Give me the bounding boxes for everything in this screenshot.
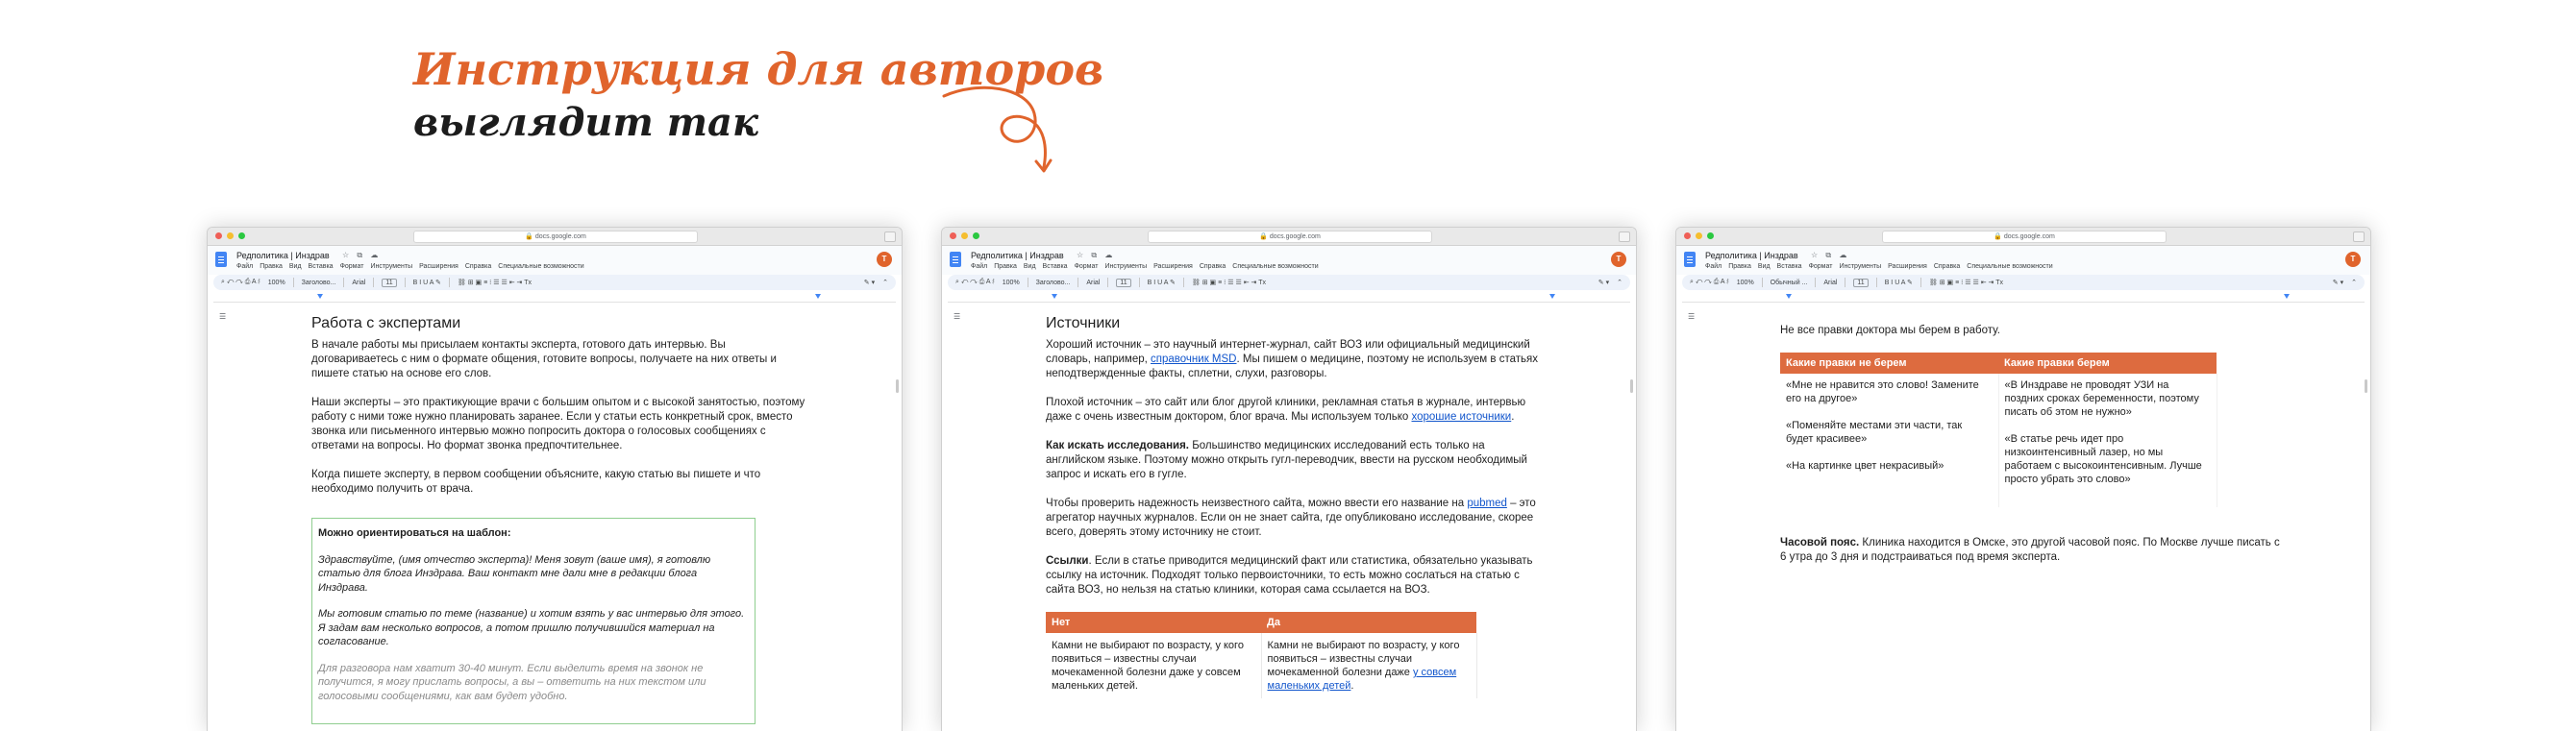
page-heading: Источники: [1046, 315, 1121, 331]
toolbar-action-icons[interactable]: ⌕ ↶ ↷ ⎙ A ⌇: [1690, 279, 1729, 285]
editing-mode-icon[interactable]: ✎ ▾: [863, 280, 876, 286]
pubmed-link[interactable]: pubmed: [1467, 498, 1507, 509]
accepted-edit-item: «В статье речь идет про низкоинтенсивный лазер, но мы работаем с высокоинтенсивным. Лучше просто убрать это слово»: [2004, 433, 2202, 485]
document-outline-icon[interactable]: ☰: [219, 312, 227, 321]
document-outline-icon[interactable]: ☰: [954, 312, 961, 321]
curved-arrow-icon: [940, 85, 1065, 181]
menu-item[interactable]: Правка: [1728, 263, 1751, 270]
accepted-edit-item: «В Инздраве не проводят УЗИ на поздних сроках беременности, поэтому писать об этом не нужно»: [2004, 379, 2199, 418]
menu-item[interactable]: Правка: [260, 263, 283, 270]
menu-item[interactable]: Файл: [1705, 263, 1722, 270]
lock-icon: 🔒: [1994, 233, 2002, 240]
good-sources-link[interactable]: хорошие источники: [1411, 411, 1512, 423]
google-docs-icon[interactable]: [950, 252, 961, 267]
menu-item[interactable]: Специальные возможности: [1967, 263, 2053, 270]
menu-item[interactable]: Вставка: [1776, 263, 1802, 270]
document-area: [208, 303, 902, 706]
table-cell-yes: Камни не выбирают по возрасту, у кого появиться – известны случаи мочекаменной болезни даже у совсем маленьких детей.: [1261, 633, 1476, 698]
menu-item[interactable]: Инструменты: [370, 263, 413, 270]
insert-align-icons[interactable]: ⛓ ⊞ ▣ ≡ ⁝ ☰ ☰ ⇤ ⇥ Tx: [1191, 280, 1266, 286]
text-format-icons[interactable]: B I U A ✎: [1884, 280, 1913, 286]
body-paragraph: В начале работы мы присылаем контакты эксперта, готового дать интервью. Вы договариваетесь с ним о формате общения, готовите вопросы, получаете на них ответы и пишете статью на основе его слов.: [311, 339, 777, 379]
font-select[interactable]: Arial: [1823, 279, 1838, 286]
menu-item[interactable]: Справка: [1933, 263, 1961, 270]
maximize-window-button[interactable]: [1707, 232, 1714, 239]
star-move-cloud-icons[interactable]: ☆ ⧉ ☁: [1077, 251, 1116, 259]
table-header-rejected: Какие правки не берем: [1780, 353, 1998, 374]
paragraph-style-select[interactable]: Обычный ...: [1770, 279, 1808, 286]
document-title[interactable]: Редполитика | Инздрав: [971, 251, 1064, 260]
document-title[interactable]: Редполитика | Инздрав: [236, 251, 330, 260]
menu-item[interactable]: Справка: [464, 263, 492, 270]
menu-item[interactable]: Файл: [971, 263, 988, 270]
docs-header: [208, 246, 902, 275]
url-text: docs.google.com: [1269, 233, 1321, 240]
menu-item[interactable]: Правка: [994, 263, 1017, 270]
menu-item[interactable]: Инструменты: [1839, 263, 1882, 270]
window-titlebar: [1676, 228, 2370, 246]
paragraph-style-select[interactable]: Заголово...: [301, 279, 336, 286]
zoom-select[interactable]: 100%: [1002, 279, 1020, 286]
menu-item[interactable]: Расширения: [1153, 263, 1193, 270]
pubmed-paragraph: Чтобы проверить надежность неизвестного сайта, можно ввести его название на pubmed – это агрегатор научных журналов. Если он не знает сайта, где опубликовано исследование, скорее всего, доверять этому источнику не стоит.: [1046, 498, 1536, 538]
minimize-window-button[interactable]: [227, 232, 234, 239]
menu-item[interactable]: Специальные возможности: [1232, 263, 1319, 270]
maximize-window-button[interactable]: [973, 232, 979, 239]
ruler[interactable]: [1682, 292, 2365, 303]
menu-item[interactable]: Инструменты: [1104, 263, 1148, 270]
tab-overview-button[interactable]: [884, 231, 896, 242]
font-select[interactable]: Arial: [1086, 279, 1101, 286]
document-area: [1676, 303, 2370, 706]
formatting-toolbar: [213, 275, 896, 290]
zoom-select[interactable]: 100%: [267, 279, 285, 286]
window-titlebar: [208, 228, 902, 246]
address-bar[interactable]: [413, 231, 698, 243]
menu-bar: [971, 263, 1319, 270]
menu-item[interactable]: Справка: [1199, 263, 1226, 270]
template-title: Можно ориентироваться на шаблон:: [318, 527, 511, 539]
accepted-edits-cell: [1998, 374, 2217, 507]
toolbar-action-icons[interactable]: ⌕ ↶ ↷ ⎙ A ⌇: [221, 279, 260, 285]
document-title[interactable]: Редполитика | Инздрав: [1705, 251, 1798, 260]
browser-window-edits: [1675, 227, 2371, 731]
collapse-toolbar-icon[interactable]: ⌃: [1617, 280, 1622, 286]
example-table: [1046, 612, 1477, 698]
good-source-paragraph: Хороший источник – это научный интернет-журнал, сайт ВОЗ или официальный медицинский словарь, например, справочник MSD. Мы пишем о медицине, поэтому не используем в статьях неподтвержденные факты, сплетни, слухи, разговоры.: [1046, 339, 1538, 379]
lock-icon: 🔒: [1259, 233, 1268, 240]
table-header-yes: Да: [1261, 612, 1476, 633]
font-size-input[interactable]: 11: [1116, 279, 1130, 287]
rejected-edit-item: «На картинке цвет некрасивый»: [1786, 460, 1944, 472]
ruler[interactable]: [948, 292, 1630, 303]
menu-item[interactable]: Вид: [1757, 263, 1771, 270]
toolbar-action-icons[interactable]: ⌕ ↶ ↷ ⎙ A ⌇: [955, 279, 995, 285]
body-paragraph: Наши эксперты – это практикующие врачи с большим опытом и с высокой занятостью, поэтому работу с ними тоже нужно планировать заранее. Если у статьи есть конкретный срок, вместо звонка или письменного интервью можно попросить доктора о голосовых сообщениях с ответами на вопросы. Но формат звонка предпочтительнее.: [311, 397, 805, 451]
font-select[interactable]: Arial: [352, 279, 366, 286]
google-docs-icon[interactable]: [1684, 252, 1696, 267]
bad-source-paragraph: Плохой источник – это сайт или блог другой клиники, рекламная статья в журнале, интервью даже с очень известным доктором, блог врача. Мы используем только хорошие источники.: [1046, 397, 1526, 423]
formatting-toolbar: [948, 275, 1630, 290]
address-bar[interactable]: [1148, 231, 1432, 243]
browser-window-experts: [207, 227, 903, 731]
rejected-edit-item: «Мне не нравится это слово! Замените его на другое»: [1786, 379, 1979, 404]
minimize-window-button[interactable]: [1696, 232, 1702, 239]
table-header-accepted: Какие правки берем: [1998, 353, 2217, 374]
menu-item[interactable]: Вид: [1023, 263, 1036, 270]
document-page[interactable]: [1046, 308, 1546, 698]
document-page[interactable]: [1780, 324, 2280, 579]
tab-overview-button[interactable]: [2353, 231, 2365, 242]
menu-item[interactable]: Формат: [1808, 263, 1833, 270]
tab-overview-button[interactable]: [1619, 231, 1630, 242]
docs-header: [942, 246, 1636, 275]
docs-header: [1676, 246, 2370, 275]
menu-item[interactable]: Специальные возможности: [498, 263, 584, 270]
msd-link[interactable]: справочник MSD: [1151, 353, 1237, 365]
table-header-no: Нет: [1046, 612, 1261, 633]
page-heading: Работа с экспертами: [311, 315, 461, 331]
maximize-window-button[interactable]: [238, 232, 245, 239]
rejected-edits-cell: [1780, 374, 1998, 507]
menu-item[interactable]: Вставка: [308, 263, 334, 270]
message-template-box: [311, 518, 755, 724]
children-link[interactable]: у совсем маленьких детей: [1267, 667, 1457, 692]
paragraph-style-select[interactable]: Заголово...: [1035, 279, 1071, 286]
minimize-window-button[interactable]: [961, 232, 968, 239]
menu-item[interactable]: Расширения: [1888, 263, 1927, 270]
search-research-paragraph: Как искать исследования. Большинство медицинских исследований есть только на английском языке. Поэтому можно открыть гугл-переводчик, ввести на русском необходимый запрос и искать его в гугле.: [1046, 440, 1527, 480]
template-paragraph: Здравствуйте, (имя отчество эксперта)! Меня зовут (ваше имя), я готовлю статью для блога Инздрава. Ваш контакт мне дали мне в редакции блога Инздрава.: [318, 553, 711, 594]
menu-item[interactable]: Формат: [1074, 263, 1099, 270]
avatar[interactable]: Т: [877, 252, 892, 267]
template-paragraph-faded: Для разговора нам хватит 30-40 минут. Если выделить время на звонок не получится, я могу прислать вопросы, а вы – ответить на них текстом или голосовыми сообщениями, как вам будет удобно.: [318, 662, 706, 702]
menu-item[interactable]: Вид: [288, 263, 302, 270]
google-docs-icon[interactable]: [215, 252, 227, 267]
body-paragraph: Когда пишете эксперту, в первом сообщении объясните, какую статью вы пишете и что необходимо получить от врача.: [311, 469, 761, 495]
url-text: docs.google.com: [2003, 233, 2055, 240]
hero-subtitle: выглядит так: [413, 100, 759, 145]
editing-mode-icon[interactable]: ✎ ▾: [2332, 280, 2344, 286]
text-format-icons[interactable]: B I U A ✎: [1147, 280, 1176, 286]
scrollbar[interactable]: [2365, 379, 2367, 393]
avatar[interactable]: Т: [1611, 252, 1626, 267]
url-text: docs.google.com: [534, 233, 586, 240]
close-window-button[interactable]: [950, 232, 956, 239]
scrollbar[interactable]: [1630, 379, 1633, 393]
ruler[interactable]: [213, 292, 896, 303]
table-cell-no: Камни не выбирают по возрасту, у кого появиться – известны случаи мочекаменной болезни даже у совсем маленьких детей.: [1046, 633, 1261, 698]
document-area: [942, 303, 1636, 706]
close-window-button[interactable]: [1684, 232, 1691, 239]
window-titlebar: [942, 228, 1636, 246]
document-outline-icon[interactable]: ☰: [1688, 312, 1696, 321]
star-move-cloud-icons[interactable]: ☆ ⧉ ☁: [342, 251, 382, 259]
document-page[interactable]: [311, 308, 811, 724]
scrollbar[interactable]: [896, 379, 899, 393]
editing-mode-icon[interactable]: ✎ ▾: [1598, 280, 1610, 286]
menu-item[interactable]: Вставка: [1042, 263, 1068, 270]
menu-bar: [1705, 263, 2053, 270]
menu-item[interactable]: Расширения: [419, 263, 458, 270]
menu-bar: [236, 263, 584, 270]
intro-paragraph: Не все правки доктора мы берем в работу.: [1780, 325, 2000, 336]
links-paragraph: Ссылки. Если в статье приводится медицинский факт или статистика, обязательно указывать ссылку на источник. Подходят только первоисточники, то есть можно сослаться на статью с сайта ВОЗ, но нельзя на статью клиники, которая сама ссылается на ВОЗ.: [1046, 555, 1533, 596]
formatting-toolbar: [1682, 275, 2365, 290]
text-format-icons[interactable]: B I U A ✎: [412, 280, 441, 286]
zoom-select[interactable]: 100%: [1736, 279, 1754, 286]
avatar[interactable]: Т: [2345, 252, 2361, 267]
star-move-cloud-icons[interactable]: ☆ ⧉ ☁: [1811, 251, 1850, 259]
insert-align-icons[interactable]: ⛓ ⊞ ▣ ≡ ⁝ ☰ ☰ ⇤ ⇥ Tx: [1928, 280, 2004, 286]
font-size-input[interactable]: 11: [1853, 279, 1868, 287]
rejected-edit-item: «Поменяйте местами эти части, так будет красивее»: [1786, 420, 1963, 445]
lock-icon: 🔒: [525, 233, 533, 240]
menu-item[interactable]: Формат: [339, 263, 364, 270]
collapse-toolbar-icon[interactable]: ⌃: [882, 280, 888, 286]
hero-title: Инструкция для авторов: [413, 43, 1104, 95]
template-paragraph: Мы готовим статью по теме (название) и хотим взять у вас интервью для этого. Я задам вам несколько вопросов, а потом пришлю получившийся материал на согласование.: [318, 608, 745, 647]
collapse-toolbar-icon[interactable]: ⌃: [2351, 280, 2357, 286]
close-window-button[interactable]: [215, 232, 222, 239]
edits-table: [1780, 353, 2217, 507]
font-size-input[interactable]: 11: [382, 279, 396, 287]
insert-align-icons[interactable]: ⛓ ⊞ ▣ ≡ ⁝ ☰ ☰ ⇤ ⇥ Tx: [457, 280, 532, 286]
browser-window-sources: [941, 227, 1637, 731]
address-bar[interactable]: [1882, 231, 2167, 243]
timezone-paragraph: Часовой пояс. Клиника находится в Омске, это другой часовой пояс. По Москве лучше писать с 6 утра до 3 дня и подстраиваться под время эксперта.: [1780, 537, 2280, 563]
menu-item[interactable]: Файл: [236, 263, 254, 270]
